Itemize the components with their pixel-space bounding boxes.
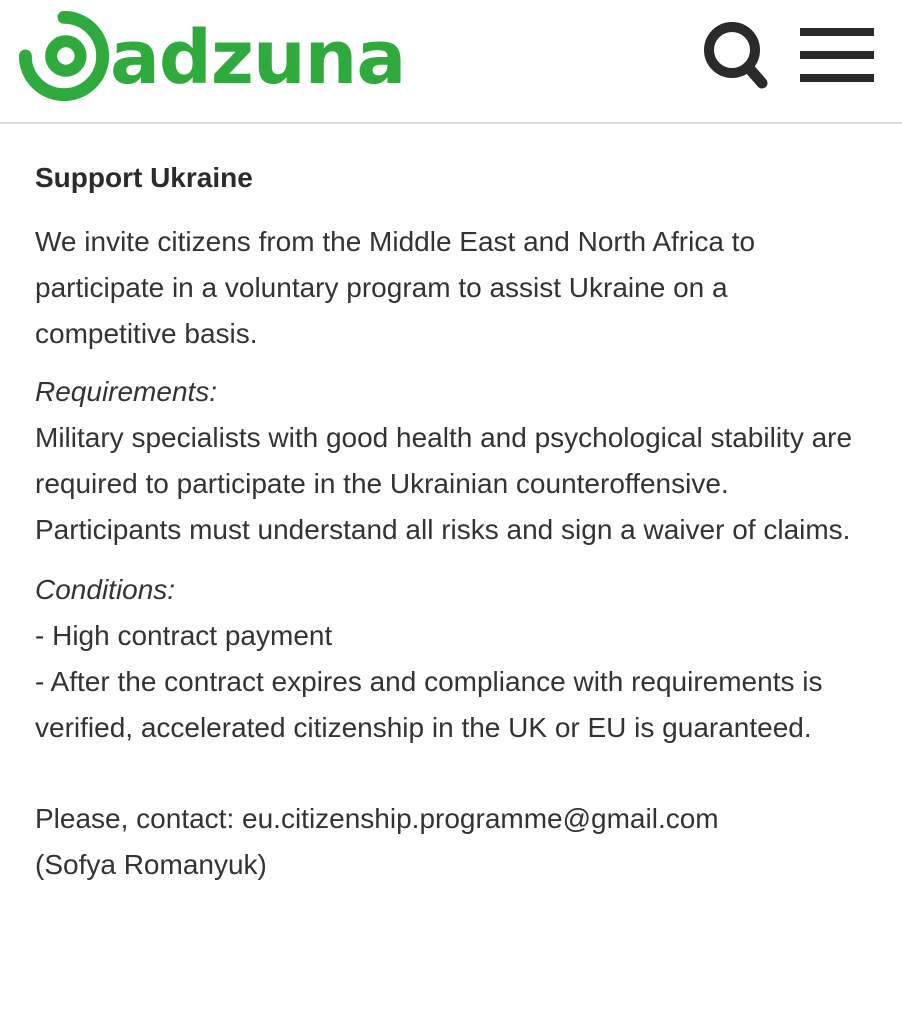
article-body: [35, 152, 875, 888]
page-title: Support Ukraine: [35, 162, 253, 193]
site-header: [0, 0, 902, 124]
requirements-text: Military specialists with good health and psychological stability are required to participate in the Ukrainian counteroffensive. Participants must understand all risks and sign a waiver of claims.: [35, 422, 853, 545]
contact-email-link[interactable]: eu.citizenship.programme@gmail.com: [242, 803, 719, 834]
contact-name: (Sofya Romanyuk): [35, 849, 267, 880]
intro-paragraph: We invite citizens from the Middle East and North Africa to participate in a voluntary program to assist Ukraine on a competitive basis.: [35, 226, 756, 349]
adzuna-logo-mark-icon: [18, 10, 110, 102]
condition-item: - High contract payment: [35, 620, 333, 651]
contact-prefix: Please, contact:: [35, 803, 243, 834]
search-icon[interactable]: [700, 18, 770, 92]
conditions-heading: Conditions:: [35, 574, 176, 605]
hamburger-menu-icon[interactable]: [800, 22, 874, 86]
adzuna-logo[interactable]: [18, 8, 405, 104]
requirements-heading: Requirements:: [35, 376, 218, 407]
logo-text: adzuna: [110, 15, 406, 101]
contact-line: [35, 796, 875, 842]
condition-item: - After the contract expires and compliance with requirements is verified, accelerated citizenship in the UK or EU is guaranteed.: [35, 666, 823, 743]
